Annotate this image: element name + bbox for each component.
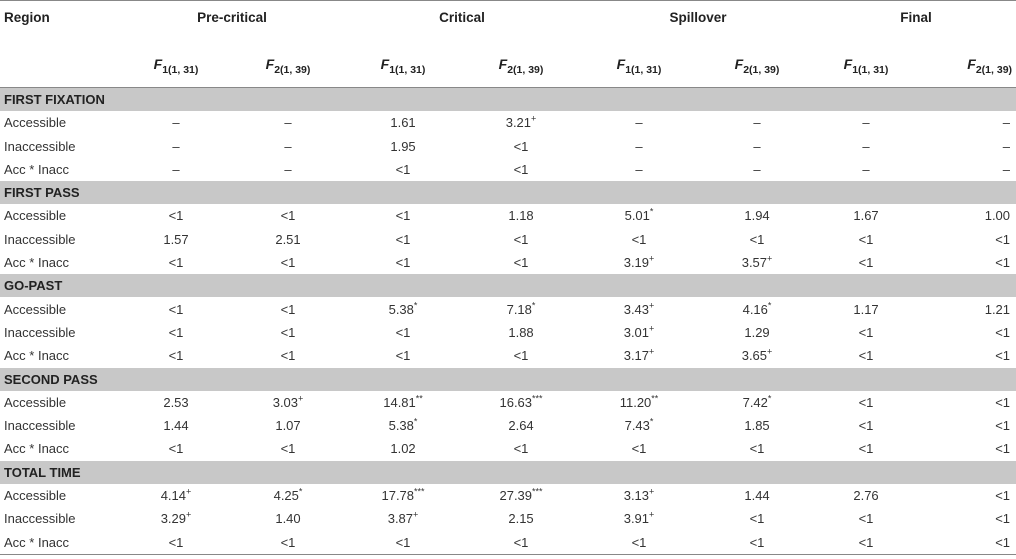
table-cell: <1 — [395, 208, 411, 224]
table-cell: 1.61 — [390, 115, 416, 131]
table-cell: <1 — [916, 530, 1016, 554]
table-cell: 1.02 — [390, 441, 416, 457]
table-cell: 3.19+ — [623, 253, 655, 271]
table-cell: <1 — [513, 441, 529, 457]
row-label: Inaccessible — [4, 138, 76, 154]
table-row — [0, 158, 1016, 181]
table-cell: 1.18 — [508, 208, 534, 224]
row-label: Acc * Inacc — [4, 255, 70, 271]
table-cell: <1 — [858, 394, 874, 410]
table-cell: – — [284, 161, 292, 177]
table-row — [0, 111, 1016, 134]
row-label: Acc * Inacc — [4, 161, 70, 177]
table-cell: 3.13+ — [623, 486, 655, 503]
table-cell: – — [753, 115, 761, 131]
table-row — [0, 204, 1016, 227]
table-cell: <1 — [280, 348, 296, 364]
table-cell: 1.88 — [508, 324, 534, 340]
table-row — [0, 134, 1016, 157]
table-cell: <1 — [232, 530, 344, 554]
region-subheader-blank — [0, 44, 120, 88]
table-cell: 1.94 — [744, 208, 770, 224]
table-cell: <1 — [168, 208, 184, 224]
table-cell: 4.14+ — [160, 486, 192, 503]
table-cell: <1 — [513, 255, 529, 271]
table-row — [0, 391, 1016, 414]
table-cell: <1 — [513, 161, 529, 177]
table-cell: <1 — [631, 231, 647, 247]
table-cell: <1 — [513, 231, 529, 247]
table-cell: <1 — [858, 255, 874, 271]
table-cell: <1 — [698, 530, 816, 554]
table-cell: 1.00 — [984, 208, 1011, 224]
table-cell: <1 — [858, 231, 874, 247]
group-header-final: Final — [816, 1, 1016, 45]
table-cell: 7.43* — [624, 416, 654, 434]
table-cell: 16.63*** — [499, 393, 543, 410]
table-row — [0, 437, 1016, 460]
table-cell: <1 — [858, 511, 874, 527]
section-title: TOTAL TIME — [0, 461, 1016, 484]
table-cell: 7.18* — [506, 300, 536, 317]
table-cell: <1 — [120, 530, 232, 554]
table-cell: <1 — [513, 348, 529, 364]
table-cell: – — [862, 115, 870, 131]
table-cell: 1.85 — [744, 418, 770, 434]
table-cell: <1 — [395, 161, 411, 177]
table-cell: <1 — [580, 530, 698, 554]
f2-header: $F_{2(1, 39)}$ — [232, 44, 344, 88]
row-label: Accessible — [4, 301, 67, 317]
table-cell: – — [753, 138, 761, 154]
table-cell: 1.44 — [744, 487, 770, 503]
table-cell: – — [172, 161, 180, 177]
table-cell: <1 — [749, 511, 765, 527]
table-cell: <1 — [631, 441, 647, 457]
table-cell: 1.57 — [163, 231, 189, 247]
table-cell: 27.39*** — [499, 486, 543, 503]
table-cell: 3.65+ — [741, 346, 773, 364]
table-cell: <1 — [995, 231, 1011, 247]
table-cell: <1 — [280, 441, 296, 457]
table-cell: 2.76 — [853, 487, 879, 503]
table-cell: <1 — [749, 441, 765, 457]
row-label: Accessible — [4, 487, 67, 503]
f1-header: $F_{1(1, 31)}$ — [816, 44, 916, 88]
table-cell: – — [753, 161, 761, 177]
row-label: Acc * Inacc — [4, 348, 70, 364]
table-cell: <1 — [280, 208, 296, 224]
table-cell: <1 — [168, 301, 184, 317]
table-cell: <1 — [168, 348, 184, 364]
table-cell: 11.20** — [619, 393, 659, 410]
table-cell: <1 — [462, 530, 580, 554]
table-cell: <1 — [395, 255, 411, 271]
row-label: Accessible — [4, 394, 67, 410]
table-cell: <1 — [280, 255, 296, 271]
header-row — [0, 1, 1016, 45]
table-cell: 4.25* — [273, 486, 303, 503]
table-cell: <1 — [344, 530, 462, 554]
table-cell: <1 — [749, 231, 765, 247]
f1-header: $F_{1(1, 31)}$ — [344, 44, 462, 88]
table-cell: – — [284, 115, 292, 131]
table-cell: <1 — [995, 418, 1011, 434]
table-cell: – — [862, 138, 870, 154]
table-cell: <1 — [168, 324, 184, 340]
section-title: SECOND PASS — [0, 368, 1016, 391]
row-label: Acc * Inacc — [4, 441, 70, 457]
table-cell: 1.67 — [853, 208, 879, 224]
table-cell: 7.42* — [742, 393, 772, 410]
table-cell: <1 — [995, 511, 1011, 527]
group-header-pre-critical: Pre-critical — [120, 1, 344, 45]
table-cell: <1 — [858, 348, 874, 364]
section-header-row — [0, 88, 1016, 112]
table-cell: <1 — [995, 394, 1011, 410]
row-label: Inaccessible — [4, 511, 76, 527]
table-cell: 3.17+ — [623, 346, 655, 364]
table-cell: 2.53 — [163, 394, 189, 410]
table-row — [0, 251, 1016, 274]
table-cell: 3.21+ — [505, 113, 537, 131]
table-cell: <1 — [816, 530, 916, 554]
table-cell: – — [862, 161, 870, 177]
row-label: Accessible — [4, 208, 67, 224]
subheader-row — [0, 44, 1016, 88]
table-cell: 1.40 — [275, 511, 301, 527]
f1-header: $F_{1(1, 31)}$ — [580, 44, 698, 88]
table-cell: 5.38* — [388, 300, 418, 317]
table-cell: <1 — [280, 301, 296, 317]
table-cell: 4.16* — [742, 300, 772, 317]
f1-header: $F_{1(1, 31)}$ — [120, 44, 232, 88]
region-header: Region — [0, 1, 120, 45]
f2-header: $F_{2(1, 39)}$ — [698, 44, 816, 88]
section-title: FIRST PASS — [0, 181, 1016, 204]
table-cell: 3.43+ — [623, 300, 655, 317]
section-title: GO-PAST — [0, 274, 1016, 297]
table-cell: <1 — [395, 231, 411, 247]
table-cell: <1 — [995, 255, 1011, 271]
row-label: Accessible — [4, 115, 67, 131]
f2-header: $F_{2(1, 39)}$ — [916, 44, 1016, 88]
table-cell: 3.01+ — [623, 323, 655, 340]
table-cell: 3.91+ — [623, 509, 655, 527]
table-cell: <1 — [168, 441, 184, 457]
table-cell: – — [172, 138, 180, 154]
table-row — [0, 414, 1016, 437]
section-header-row — [0, 274, 1016, 297]
table-cell: <1 — [995, 324, 1011, 340]
table-body — [0, 88, 1016, 555]
table-cell: <1 — [995, 348, 1011, 364]
table-cell: <1 — [395, 324, 411, 340]
table-cell: <1 — [168, 255, 184, 271]
table-cell: 1.21 — [984, 301, 1011, 317]
table-row — [0, 321, 1016, 344]
table-cell: – — [635, 115, 643, 131]
table-cell: <1 — [858, 324, 874, 340]
group-header-critical: Critical — [344, 1, 580, 45]
section-header-row — [0, 368, 1016, 391]
table-cell: 5.01* — [624, 207, 654, 224]
table-cell: 3.29+ — [160, 509, 192, 527]
table-row — [0, 297, 1016, 320]
table-cell: <1 — [280, 324, 296, 340]
table-cell: 14.81** — [383, 393, 423, 410]
section-title: FIRST FIXATION — [0, 88, 1016, 112]
table-cell: – — [284, 138, 292, 154]
table-row — [0, 530, 1016, 554]
table-cell: 17.78*** — [381, 486, 425, 503]
section-header-row — [0, 461, 1016, 484]
table-cell: 2.15 — [508, 511, 534, 527]
table-cell: – — [635, 161, 643, 177]
table-cell: <1 — [995, 487, 1011, 503]
table-cell: <1 — [995, 441, 1011, 457]
table-cell: 1.44 — [163, 418, 189, 434]
table-cell: 3.87+ — [387, 509, 419, 527]
table-cell: <1 — [513, 138, 529, 154]
table-cell: <1 — [858, 418, 874, 434]
table-cell: 1.07 — [275, 418, 301, 434]
table-cell: 1.17 — [853, 301, 879, 317]
table-row — [0, 507, 1016, 530]
table-cell: 3.03+ — [272, 393, 304, 410]
table-cell: 2.51 — [275, 231, 301, 247]
table-cell: – — [1002, 138, 1011, 154]
table-cell: – — [635, 138, 643, 154]
table-row — [0, 344, 1016, 367]
table-cell: <1 — [858, 441, 874, 457]
table-cell: – — [1002, 161, 1011, 177]
table-cell: <1 — [395, 348, 411, 364]
table-cell: – — [172, 115, 180, 131]
table-row — [0, 484, 1016, 507]
group-header-spillover: Spillover — [580, 1, 816, 45]
f2-header: $F_{2(1, 39)}$ — [462, 44, 580, 88]
table-cell: 2.64 — [508, 418, 534, 434]
table-row — [0, 228, 1016, 251]
table-cell: 1.95 — [390, 138, 416, 154]
table-cell: 1.29 — [744, 324, 770, 340]
row-label: Acc * Inacc — [0, 530, 120, 554]
table-cell: 3.57+ — [741, 253, 773, 271]
row-label: Inaccessible — [4, 324, 76, 340]
section-header-row — [0, 181, 1016, 204]
table-cell: 5.38* — [388, 416, 418, 434]
row-label: Inaccessible — [4, 418, 76, 434]
table-cell: – — [1002, 115, 1011, 131]
row-label: Inaccessible — [4, 231, 76, 247]
